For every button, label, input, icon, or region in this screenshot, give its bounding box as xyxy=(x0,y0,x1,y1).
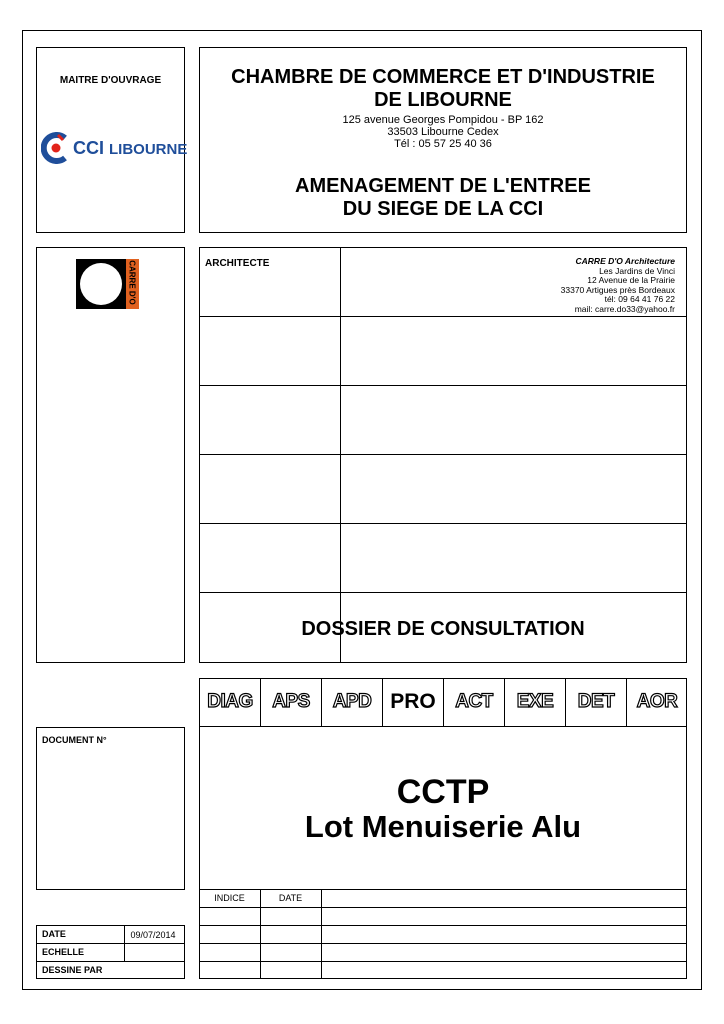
carre-logo-bar xyxy=(126,259,139,309)
architect-details xyxy=(342,257,675,315)
revision-line xyxy=(199,907,687,908)
owner-label: MAITRE D'OUVRAGE xyxy=(59,75,162,86)
architect-phone: tél: 09 64 41 76 22 xyxy=(604,294,675,305)
phase-aor: AOR xyxy=(636,691,678,712)
architect-logo-box xyxy=(36,247,185,663)
document-title-line2: Lot Menuiserie Alu xyxy=(304,809,582,844)
cci-logo-city: LIBOURNE xyxy=(109,141,188,158)
org-name-line1: CHAMBRE DE COMMERCE ET D'INDUSTRIE xyxy=(231,66,655,88)
revision-col-date: DATE xyxy=(278,893,303,903)
phase-aps: APS xyxy=(272,691,310,712)
date-value: 09/07/2014 xyxy=(130,930,176,940)
phase-pro: PRO xyxy=(390,690,436,713)
cci-logo-mark-icon xyxy=(41,132,71,164)
phase-act: ACT xyxy=(455,691,493,712)
phase-det: DET xyxy=(577,691,615,712)
project-title-line2: DU SIEGE DE LA CCI xyxy=(342,198,544,220)
date-label: DATE xyxy=(42,929,66,939)
info-row-line xyxy=(37,961,184,962)
row-line xyxy=(200,592,686,593)
revision-line xyxy=(199,943,687,944)
architect-name: CARRE D'O Architecture xyxy=(575,256,675,266)
info-box xyxy=(36,925,185,979)
architect-address2: 12 Avenue de la Prairie xyxy=(587,275,675,286)
org-phone: Tél : 05 57 25 40 36 xyxy=(394,138,492,150)
org-name-line2: DE LIBOURNE xyxy=(374,89,512,111)
org-address1: 125 avenue Georges Pompidou - BP 162 xyxy=(342,114,544,126)
carre-logo-square-icon xyxy=(76,259,126,309)
architect-email: mail: carre.do33@yahoo.fr xyxy=(574,303,675,314)
info-row-line xyxy=(37,943,184,944)
revision-line xyxy=(199,925,687,926)
owner-logo-box xyxy=(36,47,188,233)
cci-logo-text: CCI xyxy=(73,138,104,158)
phase-exe: EXE xyxy=(516,691,554,712)
row-line xyxy=(200,523,686,524)
revision-col-line xyxy=(321,889,322,979)
document-title-line1: CCTP xyxy=(396,773,490,811)
owner-info-box xyxy=(199,47,687,233)
architect-label: ARCHITECTE xyxy=(205,258,270,269)
dossier-title: DOSSIER DE CONSULTATION xyxy=(301,618,585,640)
document-number-box xyxy=(36,727,185,890)
org-address2: 33503 Libourne Cedex xyxy=(387,126,499,138)
scale-label: ECHELLE xyxy=(42,947,85,957)
architect-table xyxy=(199,247,687,663)
carre-logo-text: CARRE D'O xyxy=(127,260,137,305)
document-title-box xyxy=(199,726,687,979)
revision-col-indice: INDICE xyxy=(214,893,245,903)
row-line xyxy=(200,385,686,386)
document-number-label: DOCUMENT N° xyxy=(42,735,107,745)
row-line xyxy=(200,316,686,317)
phase-apd: APD xyxy=(332,691,372,712)
revision-line xyxy=(199,889,687,890)
cci-logo xyxy=(41,132,188,166)
phase-diag: DIAG xyxy=(207,691,253,712)
architect-table-divider xyxy=(340,248,341,662)
revision-line xyxy=(199,961,687,962)
architect-address1: Les Jardins de Vinci xyxy=(599,265,675,276)
carre-logo xyxy=(76,259,140,309)
carre-logo-circle-icon xyxy=(80,263,122,305)
row-line xyxy=(200,454,686,455)
drawn-by-label: DESSINE PAR xyxy=(42,965,103,975)
project-title-line1: AMENAGEMENT DE L'ENTREE xyxy=(295,175,591,197)
architect-address3: 33370 Artigues près Bordeaux xyxy=(560,284,675,295)
